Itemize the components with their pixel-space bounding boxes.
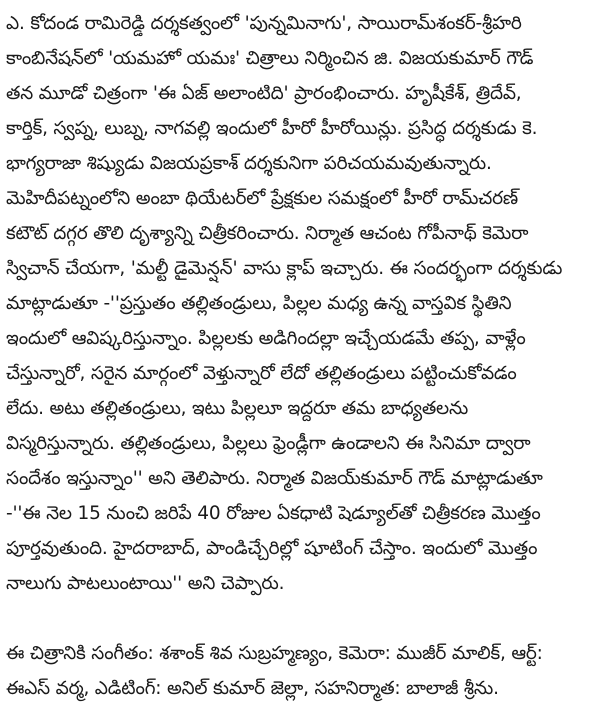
paragraph-line: విస్మరిస్తున్నారు. తల్లితండ్రులు, పిల్లలు ఫ్రెండ్లీగా ఉండాలని ఈ సినిమా ద్వారా <box>6 433 531 454</box>
article-paragraph-1 <box>6 6 598 601</box>
paragraph-line: ఇందులో ఆవిష్కరిస్తున్నాం. పిల్లలకు అడిగిందల్లా ఇచ్చేయడమే తప్ప, వాళ్లేం <box>6 328 526 349</box>
paragraph-line: మెహిదీపట్నంలోని అంబా థియేటర్‌లో ప్రేక్షకుల సమక్షంలో హీరో రామ్‌చరణ్ <box>6 188 519 209</box>
paragraph-line: చేస్తున్నారో, సరైన మార్గంలో వెళ్తున్నారో లేదో తల్లితండ్రులు పట్టించుకోవడం <box>6 363 517 384</box>
credits-line: ఈఎస్ వర్మ, ఎడిటింగ్: అనిల్ కుమార్ జెల్లా, సహనిర్మాత: బాలాజీ శ్రీను. <box>6 678 499 699</box>
paragraph-line: నాలుగు పాటలుంటాయి'' అని చెప్పారు. <box>6 573 285 594</box>
paragraph-line: సందేశం ఇస్తున్నాం'' అని తెలిపారు. నిర్మాత విజయ్‌కుమార్ గౌడ్ మాట్లాడుతూ <box>6 468 543 489</box>
paragraph-line: భాగ్యరాజా శిష్యుడు విజయప్రకాశ్ దర్శకునిగా పరిచయమవుతున్నారు. <box>6 153 492 174</box>
news-article <box>6 6 598 706</box>
paragraph-line: మాట్లాడుతూ -''ప్రస్తుతం తల్లితండ్రులు, పిల్లల మధ్య ఉన్న వాస్తవిక స్థితిని <box>6 293 512 314</box>
paragraph-line: లేదు. అటు తల్లితండ్రులు, ఇటు పిల్లలూ ఇద్దరూ తమ బాధ్యతలను <box>6 398 469 419</box>
paragraph-line: స్విచాన్ చేయగా, 'మల్టీ డైమెన్షన్' వాసు క్లాప్ ఇచ్చారు. ఈ సందర్భంగా దర్శకుడు <box>6 258 563 279</box>
paragraph-line: ఎ. కోదండ రామిరెడ్డి దర్శకత్వంలో 'పున్నమినాగు', సాయిరామ్‌శంకర్-శ్రీహరి <box>6 13 522 34</box>
paragraph-line: కాంబినేషన్‌లో 'యమహో యమః' చిత్రాలు నిర్మించిన జి. విజయకుమార్ గౌడ్ <box>6 48 534 69</box>
paragraph-line: కటౌట్ దగ్గర తొలి దృశ్యాన్ని చిత్రీకరించారు. నిర్మాత ఆచంట గోపీనాథ్ కెమెరా <box>6 223 529 244</box>
credits-line: ఈ చిత్రానికి సంగీతం: శశాంక్ శివ సుబ్రహ్మణ్యం, కెమెరా: ముజీర్ మాలిక్, ఆర్ట్: <box>6 643 543 664</box>
paragraph-line: పూర్తవుతుంది. హైదరాబాద్, పాండిచ్చేరిల్లో షూటింగ్ చేస్తాం. ఇందులో మొత్తం <box>6 538 538 559</box>
paragraph-line: తన మూడో చిత్రంగా 'ఈ ఏజ్ అలాంటిది' ప్రారంభించారు. హృషీకేశ్, త్రిదేవ్, <box>6 83 522 104</box>
paragraph-line: కార్తిక్, స్వప్న, లుబ్న, నాగవల్లి ఇందులో హీరో హీరోయిన్లు. ప్రసిద్ధ దర్శకుడు కె. <box>6 118 538 139</box>
paragraph-spacer <box>6 601 598 636</box>
article-paragraph-credits <box>6 636 598 706</box>
paragraph-line: -''ఈ నెల 15 నుంచి జరిపే 40 రోజుల ఏకధాటి షెడ్యూల్‌తో చిత్రీకరణ మొత్తం <box>6 503 541 524</box>
